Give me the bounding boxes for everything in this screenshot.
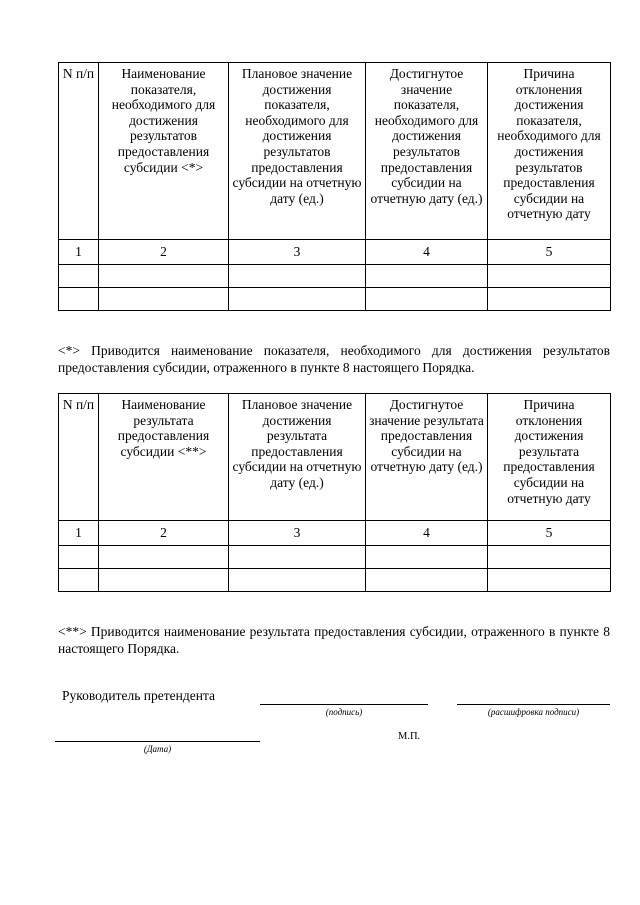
empty-cell[interactable] bbox=[59, 288, 99, 311]
header-cell: Наименование показателя, необходимого для достижения результатов предоставления субсидии <*> bbox=[99, 63, 229, 240]
column-number-cell: 2 bbox=[99, 240, 229, 265]
empty-cell[interactable] bbox=[366, 546, 488, 569]
empty-cell[interactable] bbox=[488, 546, 611, 569]
header-cell: Достигнутое значение показателя, необходимого для достижения результатов предоставления субсидии на отчетную дату (ед.) bbox=[366, 63, 488, 240]
empty-cell[interactable] bbox=[366, 265, 488, 288]
empty-cell[interactable] bbox=[488, 569, 611, 592]
footnote-result: <**> Приводится наименование результата предоставления субсидии, отраженного в пункте 8 настоящего Порядка. bbox=[58, 624, 610, 656]
empty-cell[interactable] bbox=[99, 265, 229, 288]
head-of-applicant-label: Руководитель претендента bbox=[62, 688, 216, 703]
empty-cell[interactable] bbox=[366, 288, 488, 311]
results-table bbox=[58, 393, 611, 592]
date-line[interactable] bbox=[55, 741, 260, 742]
column-number-cell: 1 bbox=[59, 240, 99, 265]
empty-cell[interactable] bbox=[229, 546, 366, 569]
table-header-row bbox=[59, 394, 611, 521]
column-number-row bbox=[59, 521, 611, 546]
signature-line[interactable] bbox=[260, 704, 428, 705]
table-row bbox=[59, 569, 611, 592]
header-cell: Причина отклонения достижения показателя, необходимого для достижения результатов предоставления субсидии на отчетную дату bbox=[488, 63, 611, 240]
header-cell: N п/п bbox=[59, 63, 99, 240]
decoding-caption: (расшифровка подписи) bbox=[487, 707, 580, 717]
column-number-cell: 2 bbox=[99, 521, 229, 546]
date-caption: (Дата) bbox=[143, 744, 172, 754]
column-number-cell: 4 bbox=[366, 240, 488, 265]
header-cell: Плановое значение достижения результата предоставления субсидии на отчетную дату (ед.) bbox=[229, 394, 366, 521]
column-number-row bbox=[59, 240, 611, 265]
empty-cell[interactable] bbox=[59, 265, 99, 288]
empty-cell[interactable] bbox=[229, 569, 366, 592]
empty-cell[interactable] bbox=[366, 569, 488, 592]
table-row bbox=[59, 288, 611, 311]
column-number-cell: 1 bbox=[59, 521, 99, 546]
header-cell: Наименование результата предоставления субсидии <**> bbox=[99, 394, 229, 521]
table-header-row bbox=[59, 63, 611, 240]
stamp-place-label: М.П. bbox=[398, 731, 421, 742]
footnote-indicator: <*> Приводится наименование показателя, необходимого для достижения результатов предоставления субсидии, отраженного в пункте 8 настоящего Порядка. bbox=[58, 343, 610, 375]
header-cell: Плановое значение достижения показателя, необходимого для достижения результатов предоставления субсидии на отчетную дату (ед.) bbox=[229, 63, 366, 240]
table-row bbox=[59, 546, 611, 569]
header-cell: Причина отклонения достижения результата предоставления субсидии на отчетную дату bbox=[488, 394, 611, 521]
empty-cell[interactable] bbox=[488, 265, 611, 288]
column-number-cell: 5 bbox=[488, 240, 611, 265]
empty-cell[interactable] bbox=[488, 288, 611, 311]
column-number-cell: 5 bbox=[488, 521, 611, 546]
signature-caption: (подпись) bbox=[325, 707, 363, 717]
empty-cell[interactable] bbox=[99, 546, 229, 569]
header-cell: N п/п bbox=[59, 394, 99, 521]
table-row bbox=[59, 265, 611, 288]
empty-cell[interactable] bbox=[99, 288, 229, 311]
empty-cell[interactable] bbox=[59, 569, 99, 592]
decoding-line[interactable] bbox=[457, 704, 610, 705]
empty-cell[interactable] bbox=[99, 569, 229, 592]
empty-cell[interactable] bbox=[229, 265, 366, 288]
column-number-cell: 4 bbox=[366, 521, 488, 546]
empty-cell[interactable] bbox=[229, 288, 366, 311]
column-number-cell: 3 bbox=[229, 240, 366, 265]
column-number-cell: 3 bbox=[229, 521, 366, 546]
indicators-table bbox=[58, 62, 611, 311]
empty-cell[interactable] bbox=[59, 546, 99, 569]
header-cell: Достигнутое значение результата предоставления субсидии на отчетную дату (ед.) bbox=[366, 394, 488, 521]
